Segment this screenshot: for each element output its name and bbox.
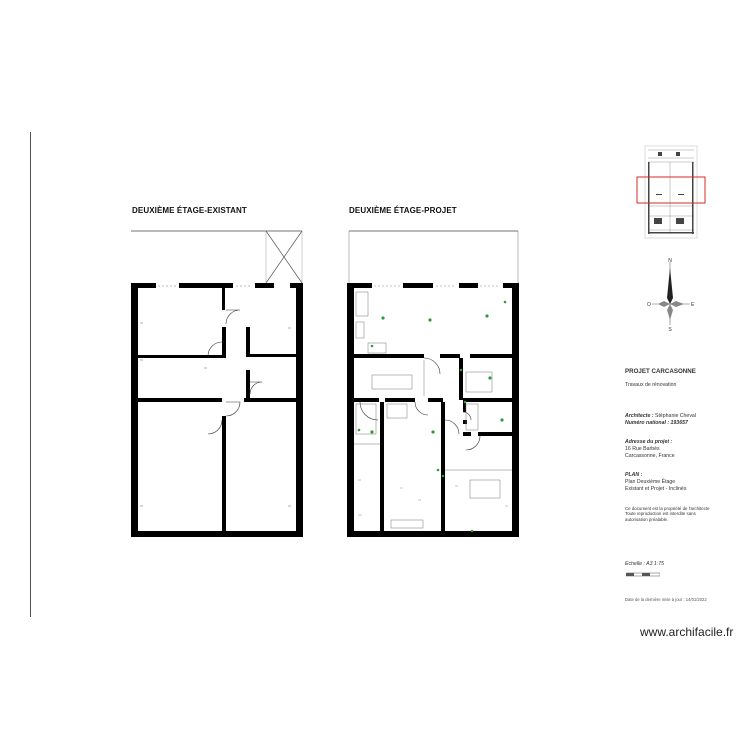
plan-block [625,472,740,493]
scale-label: Echelle : A3 1:75 [625,561,665,567]
architect-label: Architecte : [625,413,654,420]
note-line: Toute reproduction est interdite sans [625,511,696,517]
address-line-2: Carcassonne, France [625,453,675,460]
architect-name: Stéphanie Cheval [655,413,696,420]
compass-south-label: S [668,327,672,333]
existing-fixtures [140,286,291,506]
project-plan [347,231,519,537]
scale-bar [626,572,660,577]
plan-line-1: Plan Deuxième Étage [625,479,676,486]
existing-skylight-cross [266,231,302,283]
address-label: Adresse du projet : [625,439,673,446]
compass-west-label: O [647,302,651,308]
note-line: autorisation préalable. [625,517,669,523]
project-thin-partitions [354,292,512,528]
project-plan-title: DEUXIÈME ÉTAGE-PROJET [349,206,457,215]
existing-outer-walls [131,283,303,537]
address-line-1: 16 Rue Barbès [625,446,660,453]
title-block [625,368,740,535]
plan-line-2: Existant et Projet - Inclinés [625,486,687,493]
project-interior-walls [354,354,512,531]
key-plan-thumbnail [637,146,705,238]
existing-plan-title: DEUXIÈME ÉTAGE-EXISTANT [132,206,247,215]
compass-rose [647,258,695,333]
existing-interior-walls [138,288,296,531]
compass-north-label: N [668,258,672,264]
project-outer-walls [347,283,519,537]
compass-east-label: E [691,302,695,308]
address-block [625,439,740,460]
plan-label: PLAN : [625,472,643,479]
architect-number: Numéro national : 193657 [625,420,688,427]
note-line: Ce document est la propriété de l'architecte [625,505,710,511]
last-update-note: Date de la dernière mise à jour : 14/01/2022 [625,597,707,602]
existing-doors [208,310,262,434]
watermark: www.archifacile.fr [640,625,734,639]
project-subtitle: Travaux de rénovation [625,382,677,389]
notes-block [625,506,740,524]
project-fixture-marks [358,301,507,533]
existing-plan [131,231,303,537]
architect-block [625,413,740,427]
project-name: PROJET CARCASONNE [625,368,696,375]
